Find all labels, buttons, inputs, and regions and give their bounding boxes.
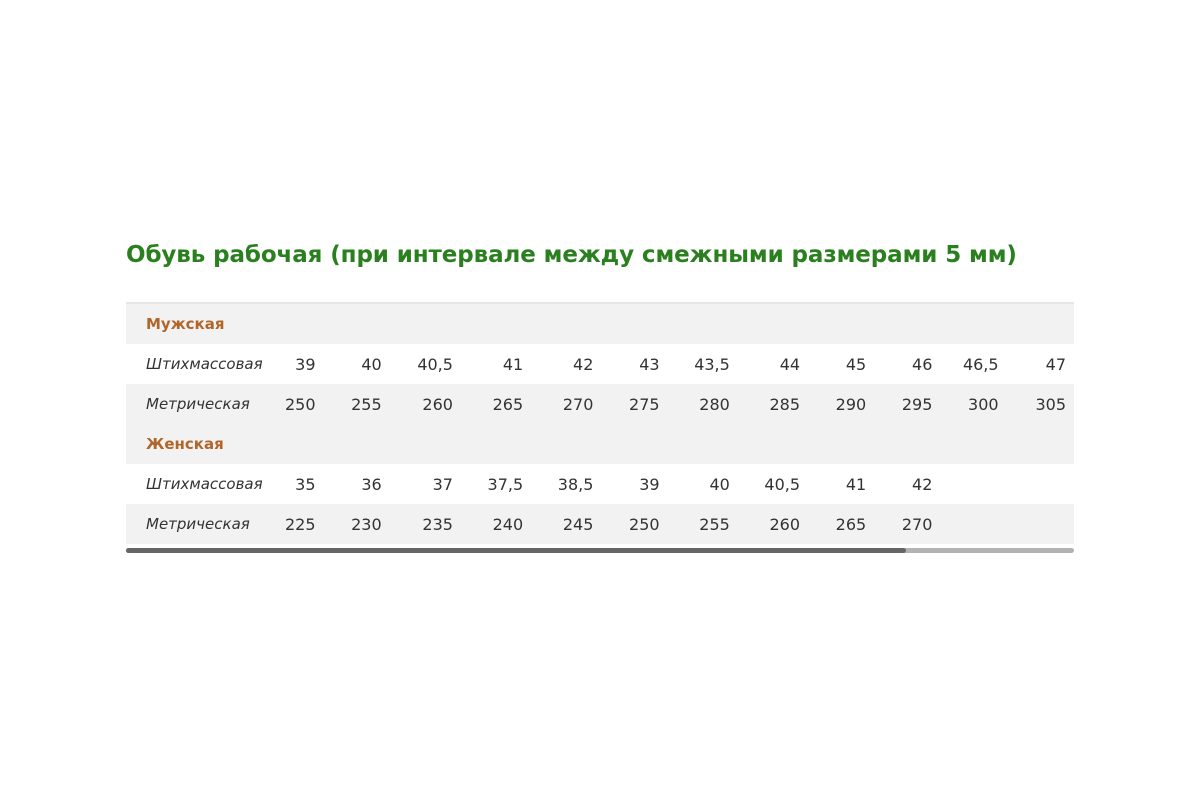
row-label: Штихмассовая	[146, 355, 263, 373]
table-cell: 42	[912, 474, 933, 494]
table-cell: 35	[295, 474, 316, 494]
table-cell: 39	[639, 474, 660, 494]
table-cell: 225	[269, 504, 324, 544]
table-cell: 280	[668, 384, 738, 424]
table-row	[126, 504, 1074, 544]
row-label: Метрическая	[126, 504, 269, 544]
table-cell: 40,5	[417, 354, 453, 374]
table-cell: 41	[845, 474, 867, 494]
table-cell: 235	[390, 504, 461, 544]
table-cell: 47	[1045, 354, 1066, 374]
table-cell: 275	[601, 384, 667, 424]
table-cell: 37	[432, 474, 453, 494]
table-cell: 42	[573, 354, 594, 374]
table-cell: 240	[461, 504, 531, 544]
table-cell: 250	[269, 384, 324, 424]
size-table	[126, 304, 1074, 544]
table-cell: 260	[390, 384, 461, 424]
table-cell: 230	[324, 504, 390, 544]
table-cell: 40,5	[764, 474, 801, 494]
table-row	[126, 384, 1074, 424]
group-row	[126, 424, 1074, 464]
row-label: Метрическая	[126, 384, 269, 424]
table-cell: 44	[779, 354, 801, 374]
size-table-container[interactable]	[126, 302, 1074, 544]
table-cell: 270	[531, 384, 601, 424]
table-cell: 37,5	[487, 474, 524, 494]
size-chart-section	[126, 236, 1074, 553]
table-cell	[1007, 504, 1074, 544]
table-cell: 270	[874, 504, 940, 544]
table-cell: 255	[668, 504, 738, 544]
table-cell: 41	[502, 354, 524, 374]
table-cell: 305	[1007, 384, 1074, 424]
table-cell: 43,5	[694, 354, 730, 374]
table-row	[126, 464, 1074, 504]
table-cell: 38,5	[557, 474, 594, 494]
table-cell: 39	[295, 354, 316, 374]
table-cell: 290	[808, 384, 874, 424]
table-cell: 36	[361, 474, 382, 494]
table-cell: 300	[940, 384, 1006, 424]
page-title: Обувь рабочая (при интервале между смежными размерами 5 мм)	[126, 242, 1017, 268]
group-name: Женская	[126, 424, 1074, 464]
table-cell: 46,5	[962, 354, 999, 374]
table-cell	[940, 464, 1006, 504]
row-label: Штихмассовая	[146, 475, 263, 493]
table-cell: 45	[845, 354, 867, 374]
table-cell: 250	[601, 504, 667, 544]
table-cell: 40	[709, 474, 730, 494]
table-cell	[1007, 464, 1074, 504]
table-cell: 265	[808, 504, 874, 544]
table-cell: 285	[738, 384, 808, 424]
table-cell: 265	[461, 384, 531, 424]
table-cell: 46	[912, 354, 933, 374]
table-cell: 43	[639, 354, 660, 374]
horizontal-scrollbar[interactable]	[126, 548, 1074, 553]
table-row	[126, 344, 1074, 384]
group-name: Мужская	[126, 304, 1074, 344]
size-table-body	[126, 304, 1074, 544]
scrollbar-thumb[interactable]	[126, 548, 906, 553]
table-cell: 245	[531, 504, 601, 544]
table-cell: 255	[324, 384, 390, 424]
table-cell	[940, 504, 1006, 544]
group-row	[126, 304, 1074, 344]
table-cell: 40	[361, 354, 382, 374]
table-cell: 260	[738, 504, 808, 544]
table-cell: 295	[874, 384, 940, 424]
